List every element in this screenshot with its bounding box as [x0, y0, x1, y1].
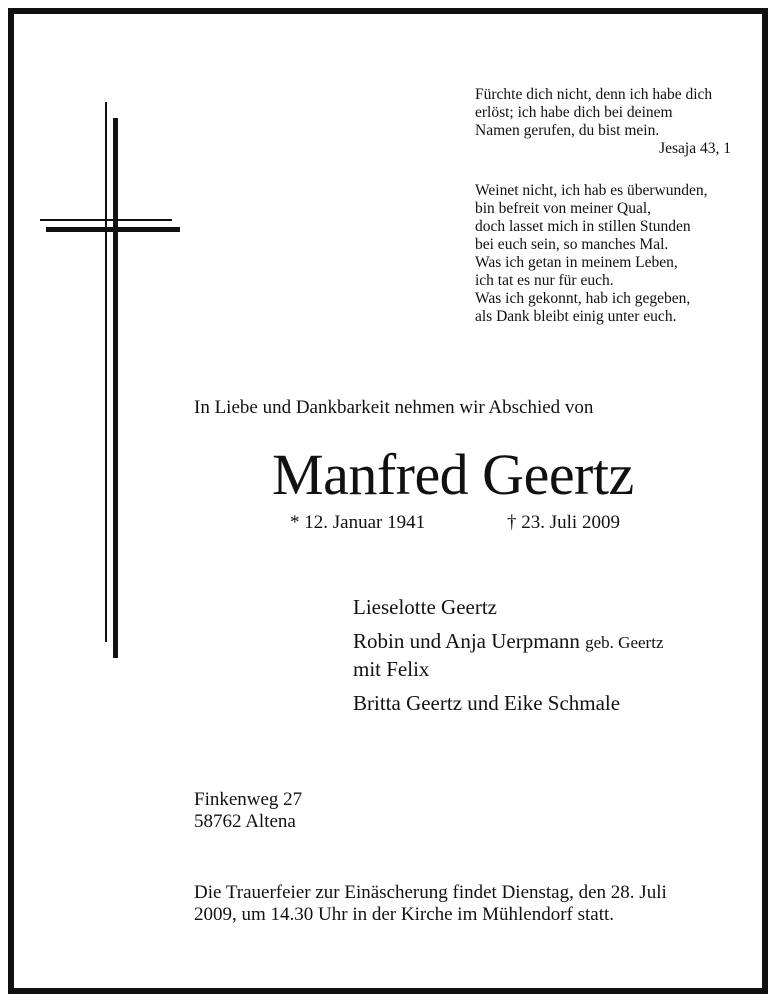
deceased-name: Manfred Geertz	[272, 442, 634, 507]
mourner-line: mit Felix	[353, 657, 430, 681]
address-city: 58762 Altena	[194, 811, 296, 832]
verse-line: Namen gerufen, du bist mein.	[475, 122, 660, 139]
poem-line: ich tat es nur für euch.	[475, 272, 614, 289]
death-date: † 23. Juli 2009	[507, 512, 620, 533]
mourners-list	[353, 594, 663, 724]
mourner: Britta Geertz und Eike Schmale	[353, 691, 621, 715]
mourner-name: Robin und Anja Uerpmann	[353, 629, 580, 653]
poem-line: doch lasset mich in stillen Stunden	[475, 218, 691, 235]
funeral-info	[194, 882, 667, 926]
cross-vertical-thick	[113, 118, 118, 658]
address-street: Finkenweg 27	[194, 789, 303, 810]
cross-horizontal-thick	[46, 227, 180, 232]
birth-date: * 12. Januar 1941	[290, 512, 426, 533]
bible-verse	[475, 86, 737, 158]
mourner: Lieselotte Geertz	[353, 595, 498, 619]
funeral-line: 2009, um 14.30 Uhr in der Kirche im Mühlendorf statt.	[194, 904, 615, 925]
poem-line: Was ich getan in meinem Leben,	[475, 254, 678, 271]
poem-line: Was ich gekonnt, hab ich gegeben,	[475, 290, 691, 307]
mourner	[353, 628, 663, 682]
cross-vertical-thin	[105, 102, 107, 642]
poem-line: bin befreit von meiner Qual,	[475, 200, 652, 217]
mourner-maiden-name: geb. Geertz	[585, 633, 664, 652]
poem-line: als Dank bleibt einig unter euch.	[475, 308, 677, 325]
funeral-line: Die Trauerfeier zur Einäscherung findet Dienstag, den 28. Juli	[194, 882, 667, 903]
address	[194, 789, 302, 833]
verse-line: Fürchte dich nicht, denn ich habe dich	[475, 86, 713, 103]
verse-line: erlöst; ich habe dich bei deinem	[475, 104, 673, 121]
poem-line: Weinet nicht, ich hab es überwunden,	[475, 182, 708, 199]
intro-text: In Liebe und Dankbarkeit nehmen wir Abschied von	[194, 397, 594, 418]
poem-line: bei euch sein, so manches Mal.	[475, 236, 669, 253]
poem	[475, 182, 707, 326]
cross-horizontal-thin	[40, 219, 172, 221]
verse-reference: Jesaja 43, 1	[659, 140, 731, 157]
